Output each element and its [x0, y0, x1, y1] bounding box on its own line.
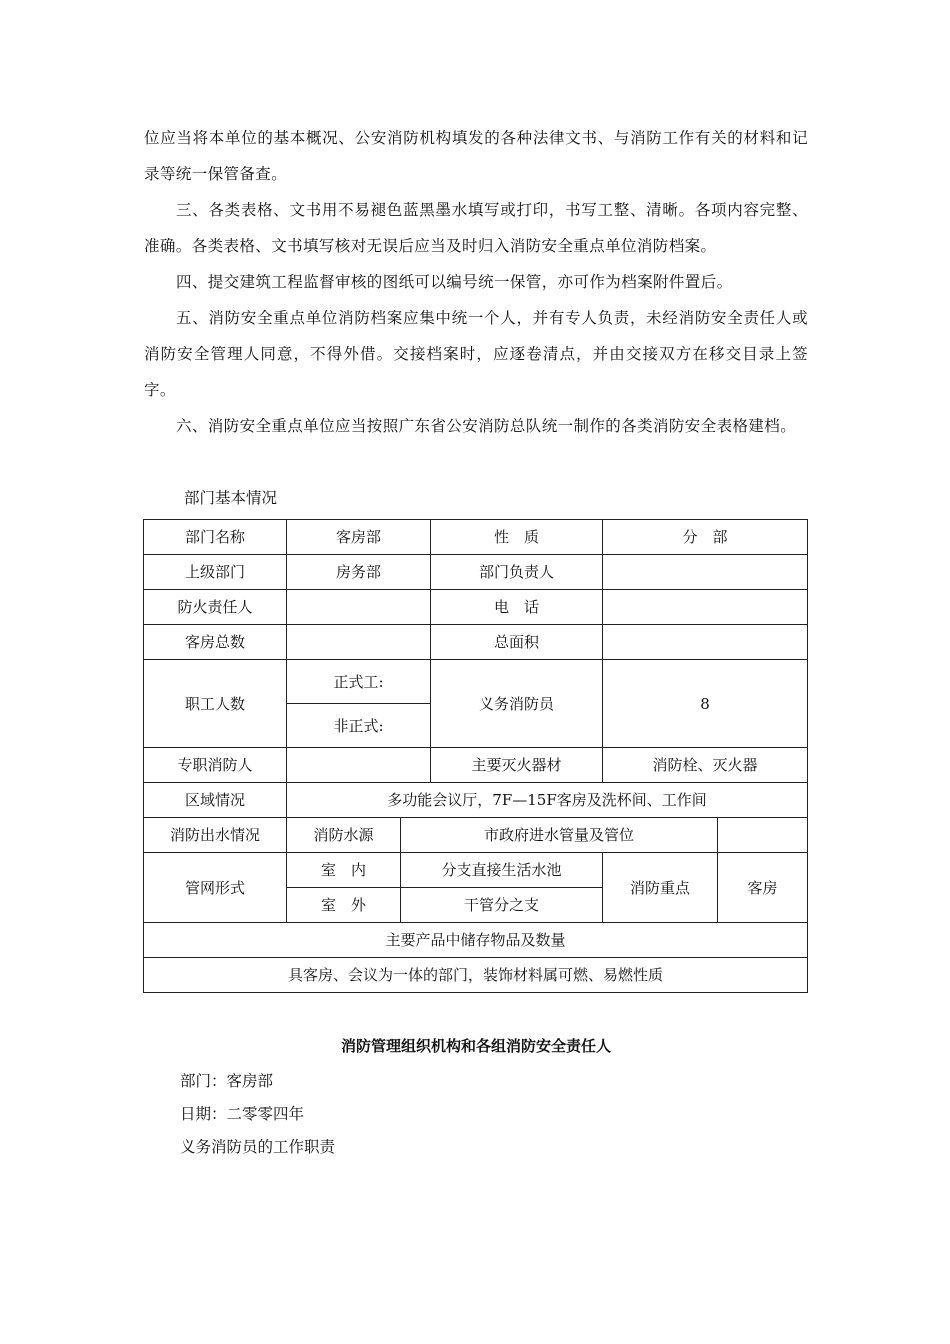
water-source-label: 消防水源 — [287, 818, 401, 853]
outdoor-label: 室 外 — [287, 888, 401, 923]
phone-label: 电 话 — [431, 590, 603, 625]
fire-responsible-label: 防火责任人 — [144, 590, 287, 625]
pipe-network-label: 管网形式 — [144, 853, 287, 923]
storage-label: 主要产品中储存物品及数量 — [144, 923, 808, 958]
outdoor-value: 干管分之支 — [401, 888, 603, 923]
indoor-label: 室 内 — [287, 853, 401, 888]
water-source-value: 市政府进水管量及管位 — [401, 818, 718, 853]
storage-value: 具客房、会议为一体的部门，装饰材料属可燃、易燃性质 — [144, 958, 808, 993]
phone-value — [603, 590, 808, 625]
department-info-table — [143, 519, 808, 993]
fire-key-label: 消防重点 — [603, 853, 718, 923]
table-row — [144, 660, 808, 704]
fire-responsible-value — [287, 590, 431, 625]
table-row — [144, 520, 808, 555]
formal-staff-label: 正式工: — [287, 660, 431, 704]
paragraph-item-5: 五、消防安全重点单位消防档案应集中统一个人，并有专人负责，未经消防安全责任人或消防安全管理人同意，不得外借。交接档案时，应逐卷清点，并由交接双方在移交目录上签字。 — [144, 309, 808, 399]
total-area-value — [603, 625, 808, 660]
region-value: 多功能会议厅，7F—15F客房及洗杯间、工作间 — [287, 783, 808, 818]
parent-dept-label: 上级部门 — [144, 555, 287, 590]
fulltime-firefighter-label: 专职消防人 — [144, 748, 287, 783]
dept-name-value: 客房部 — [287, 520, 431, 555]
dept-leader-label: 部门负责人 — [431, 555, 603, 590]
table-row — [144, 818, 808, 853]
fulltime-firefighter-value — [287, 748, 431, 783]
table-row — [144, 590, 808, 625]
paragraph-item-6: 六、消防安全重点单位应当按照广东省公安消防总队统一制作的各类消防安全表格建档。 — [176, 417, 797, 435]
section-title: 消防管理组织机构和各组消防安全责任人 — [340, 1037, 611, 1055]
table-caption: 部门基本情况 — [184, 489, 278, 507]
equipment-label: 主要灭火器材 — [431, 748, 603, 783]
volunteer-firefighter-value: 8 — [603, 660, 808, 748]
table-row — [144, 625, 808, 660]
duty-heading: 义务消防员的工作职责 — [180, 1138, 336, 1156]
region-label: 区域情况 — [144, 783, 287, 818]
water-extra-value — [718, 818, 808, 853]
volunteer-firefighter-label: 义务消防员 — [431, 660, 603, 748]
nature-value: 分 部 — [603, 520, 808, 555]
fire-key-value: 客房 — [718, 853, 808, 923]
table-row — [144, 958, 808, 993]
paragraph-intro: 位应当将本单位的基本概况、公安消防机构填发的各种法律文书、与消防工作有关的材料和记录等统一保管备查。 — [144, 129, 808, 183]
water-outlet-label: 消防出水情况 — [144, 818, 287, 853]
dept-name-label: 部门名称 — [144, 520, 287, 555]
total-rooms-value — [287, 625, 431, 660]
table-row — [144, 555, 808, 590]
paragraph-item-4: 四、提交建筑工程监督审核的图纸可以编号统一保管，亦可作为档案附件置后。 — [176, 273, 733, 291]
parent-dept-value: 房务部 — [287, 555, 431, 590]
equipment-value: 消防栓、灭火器 — [603, 748, 808, 783]
paragraph-item-3: 三、各类表格、文书用不易褪色蓝黑墨水填写或打印，书写工整、清晰。各项内容完整、准确。各类表格、文书填写核对无误后应当及时归入消防安全重点单位消防档案。 — [144, 201, 808, 255]
nature-label: 性 质 — [431, 520, 603, 555]
total-rooms-label: 客房总数 — [144, 625, 287, 660]
department-line: 部门：客房部 — [180, 1072, 274, 1090]
date-line: 日期：二零零四年 — [180, 1105, 305, 1123]
dept-leader-value — [603, 555, 808, 590]
total-area-label: 总面积 — [431, 625, 603, 660]
table-row — [144, 748, 808, 783]
table-row — [144, 923, 808, 958]
indoor-value: 分支直接生活水池 — [401, 853, 603, 888]
table-row — [144, 853, 808, 888]
informal-staff-label: 非正式: — [287, 704, 431, 748]
table-row — [144, 783, 808, 818]
staff-count-label: 职工人数 — [144, 660, 287, 748]
